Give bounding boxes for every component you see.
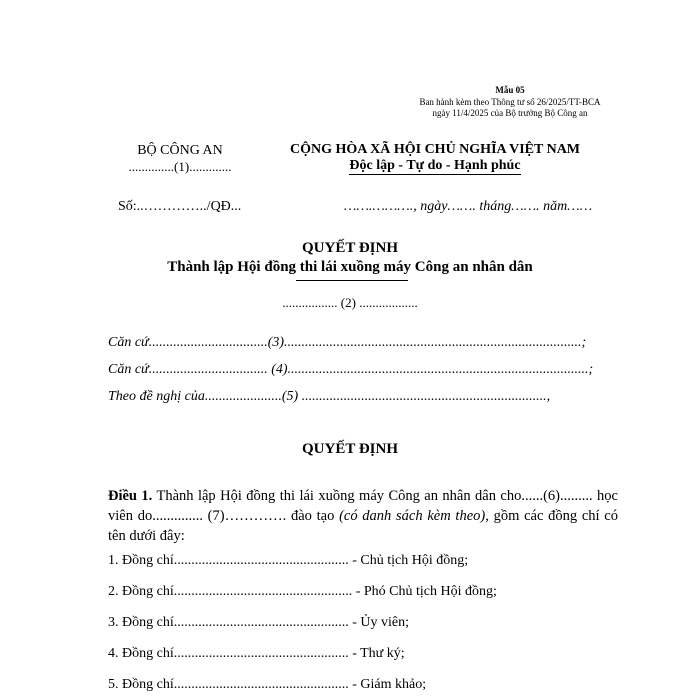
article-1 [108, 486, 618, 546]
date-line: …….………., ngày……. tháng……. năm…… [344, 199, 593, 214]
member-line-1: 1. Đồng chí.................................................. - Chủ tịch Hội đồng; [108, 553, 469, 568]
basis-line-1: Căn cứ..................................(3).....................................................................................; [108, 335, 587, 350]
authority-line: ................. (2) .................. [282, 295, 418, 310]
basis-line-3: Theo đề nghị của......................(5) ......................................................................, [108, 389, 551, 404]
member-line-2: 2. Đồng chí................................................... - Phó Chủ tịch Hội đồng; [108, 584, 497, 599]
article-1-text-b: , gồm các đồng chí có tên dưới đây: [108, 508, 618, 544]
issued-note-line1: Ban hành kèm theo Thông tư số 26/2025/TT-BCA [419, 97, 601, 107]
article-1-label: Điều 1. [108, 488, 153, 504]
decision-title: QUYẾT ĐỊNH [302, 240, 398, 256]
document-number: Số:..…………../QĐ... [118, 199, 242, 214]
agency-name: BỘ CÔNG AN [137, 143, 223, 158]
member-line-4: 4. Đồng chí.................................................. - Thư ký; [108, 646, 405, 661]
country-name: CỘNG HÒA XÃ HỘI CHỦ NGHĨA VIỆT NAM [290, 142, 581, 157]
motto-text: Độc lập - Tự do - Hạnh phúc [349, 158, 521, 173]
issuing-unit: ..............(1)............. [128, 159, 232, 174]
article-1-text-a: Thành lập Hội đồng thi lái xuồng máy Công an nhân dân cho......(6)......... học viên do.............. (7)…………. đào tạo [108, 488, 618, 524]
subtitle-underline [296, 280, 408, 281]
member-line-5: 5. Đồng chí.................................................. - Giám khảo; [108, 677, 427, 692]
member-line-3: 3. Đồng chí.................................................. - Ủy viên; [108, 615, 409, 630]
article-1-text-italic: (có danh sách kèm theo) [339, 508, 486, 524]
decision-heading: QUYẾT ĐỊNH [302, 441, 398, 457]
form-number: Mẫu 05 [495, 85, 525, 95]
issued-note-line2: ngày 11/4/2025 của Bộ trưởng Bộ Công an [432, 108, 588, 118]
national-motto [290, 158, 580, 174]
decision-subtitle: Thành lập Hội đồng thi lái xuồng máy Công an nhân dân [167, 259, 533, 275]
basis-line-2: Căn cứ.................................. (4)......................................................................................; [108, 362, 594, 377]
